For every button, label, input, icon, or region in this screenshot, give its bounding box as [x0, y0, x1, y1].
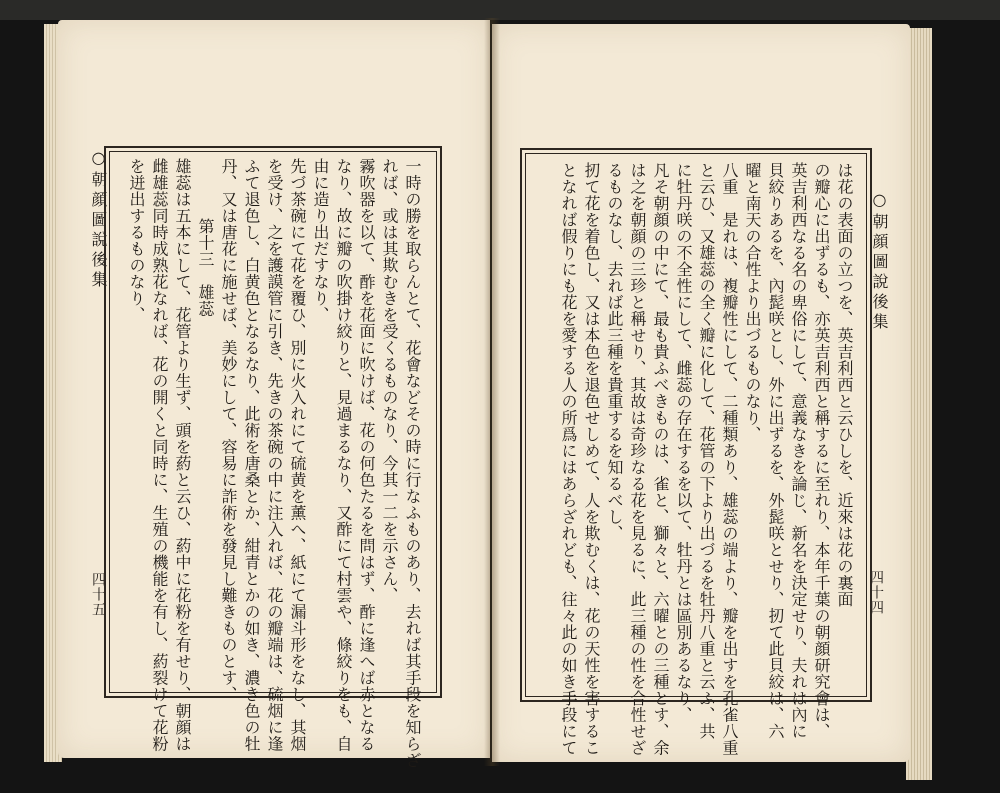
- text-column: るものなし、去れば此三種を貴重するを知るべし、: [605, 162, 624, 542]
- left-page-number: 四十五: [90, 572, 106, 617]
- text-column: 霧吹器を以て、酢を花面に吹けば、花の何色たるを問はず、酢に逢へば赤となる: [357, 158, 376, 752]
- right-text-frame: [520, 148, 872, 756]
- book-gutter: [484, 18, 500, 766]
- text-column: 貝絞りあるを、內髭咲とし、外に出ずるを、外髭咲とせり、扨て此貝絞は、六: [766, 162, 785, 740]
- scanner-background-strip: [0, 0, 1000, 20]
- text-column: 由に造り出だすなり、: [311, 158, 330, 323]
- right-running-head: ○朝顔圖說後集: [870, 190, 889, 333]
- text-column: の瓣心に出ずるも、亦英吉利西と稱するに至れり、本年千葉の朝顔研究會は、: [812, 162, 831, 740]
- text-column: 雄蕊は五本にして、花管より生ず、頭を葯と云ひ、葯中に花粉を有せり、朝顔は: [173, 158, 192, 752]
- text-column: 雌雄蕊同時成熟花なれば、花の開くと同時に、生殖の機能を有し、葯裂けて花粉: [150, 158, 169, 752]
- text-column: を受け、之を護謨管に引き、先きの茶碗の中に注入れば、花の瓣端は、硫烟に逢: [265, 158, 284, 752]
- text-column: は花の表面の立つを、英吉利西と云ひしを、近來は花の裏面: [835, 162, 854, 608]
- section-heading: 第十三 雄蕊: [196, 218, 215, 317]
- text-column: 八重 是れは、複瓣性にして、二種類あり、雄蕊の端より、瓣を出すを孔雀八重: [720, 162, 739, 756]
- text-column: となれば假りにも花を愛する人の所爲にはあらざれども、往々此の如き手段にて: [559, 162, 578, 756]
- text-column: 凡そ朝顔の中にて、最も貴ふべきものは、雀と、獅々と、六曜との三種とす、余: [651, 162, 670, 756]
- text-column: 先づ茶碗にて花を覆ひ、別に火入れにて硫黄を薰へ、紙にて漏斗形をなし、其烟: [288, 158, 307, 752]
- right-text-block: [557, 162, 856, 756]
- text-column: を迸出するものなり、: [127, 158, 146, 323]
- text-column: 一時の勝を取らんとて、花會などその時に行なふものあり、去れば其手段を知らざ: [403, 158, 422, 769]
- left-running-head: ○朝顔圖說後集: [89, 148, 108, 291]
- text-column: れば、或は其欺むきを受くるものなり、今其一二を示さん、: [380, 158, 399, 604]
- left-text-block: [125, 158, 424, 769]
- text-column: は之を朝顔の三珍と稱せり、其故は奇珍なる花を見るに、此三種の性を合性せざ: [628, 162, 647, 756]
- text-column: と云ひ、又雄蕊の全く瓣に化して、花管の下より出づるを牡丹八重と云ふ、共: [697, 162, 716, 740]
- text-column: 丹、又は唐花に施せば、美妙にして、容易に詐術を發見し難きものとす、: [219, 158, 238, 703]
- right-page-number: 四十四: [868, 570, 884, 615]
- text-column: に牡丹咲の不全性にして、雌蕊の存在するを以て、牡丹とは區別あるなり、: [674, 162, 693, 723]
- text-column: ふて退色し、白黄色となるなり、此術を唐桑とか、紺青とかの如き、濃き色の牡: [242, 158, 261, 752]
- text-column: 扨て花を着色し、又は本色を退色せしめて、人を欺むくは、花の天性を害するこ: [582, 162, 601, 756]
- text-column: 英吉利西なる名の卑俗にして、意義なきを論じ、新名を決定せり、夫れは內に: [789, 162, 808, 740]
- text-column: なり、故に瓣の吹掛け絞りと、見過まるなり、又酢にて村雲や、條絞りをも、自: [334, 158, 353, 752]
- text-column: 曜と南天の合性より出づるものなり、: [743, 162, 762, 443]
- left-text-frame: [104, 146, 442, 769]
